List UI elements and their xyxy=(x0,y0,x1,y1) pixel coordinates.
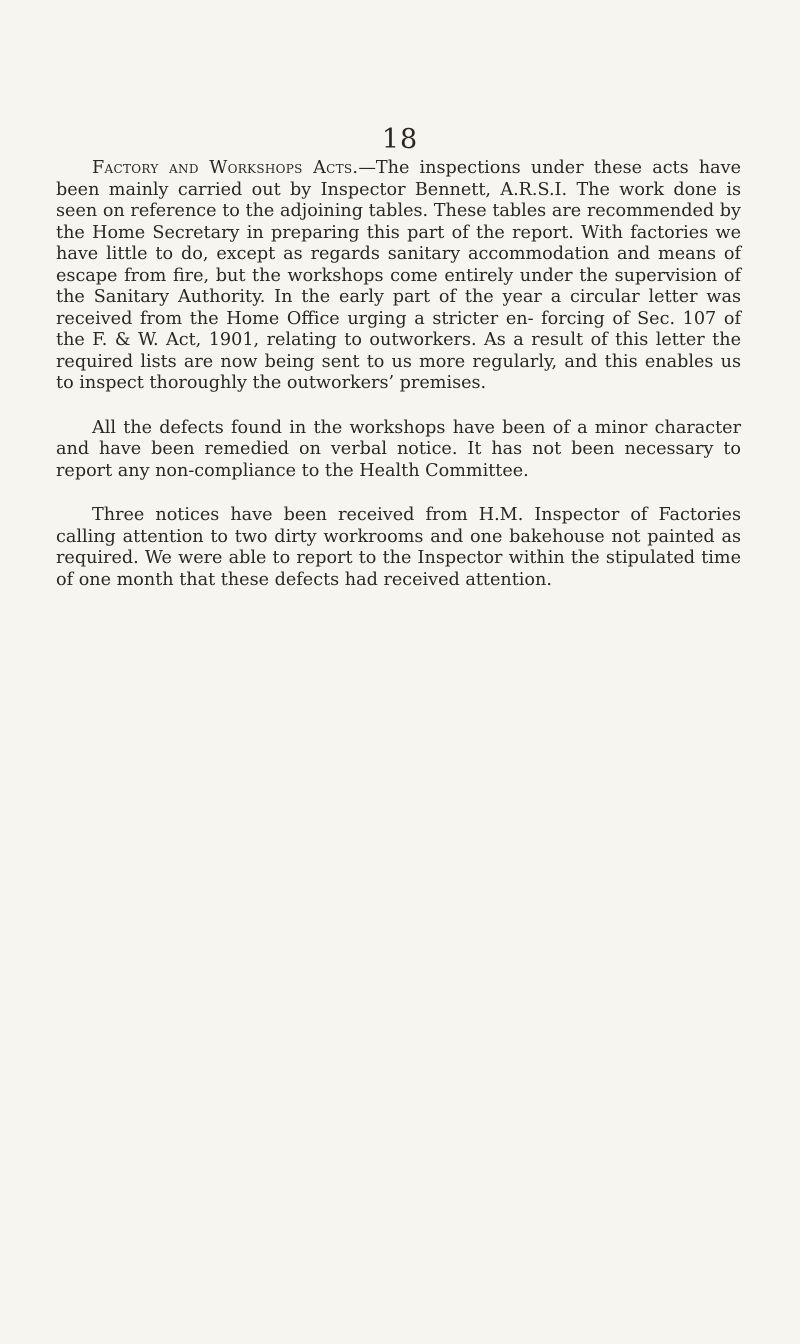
body-text xyxy=(56,158,741,591)
page-number: 18 xyxy=(381,124,419,155)
paragraph-notices xyxy=(56,505,741,591)
paragraph-defects xyxy=(56,418,741,483)
section-heading: Factory and Workshops Acts. xyxy=(92,158,359,178)
paragraph-text: —The inspections under these acts have been mainly carried out by Inspector Bennett, A.R.S.I. The work done is seen on reference to the adjoining tables. These tables are recommended by the Home Secretary in preparing this part of the report. With factories we have little to do, except as regards sanitary accommodation and means of escape from fire, but the workshops come entirely under the supervision of the Sanitary Authority. In the early part of the year a circular letter was received from the Home Office urging a stricter en- forcing of Sec. 107 of the F. & W. Act, 1901, relating to outworkers. As a result of this letter the required lists are now being sent to us more regularly, and this enables us to inspect thoroughly the outworkers’ premises. xyxy=(56,158,741,393)
paragraph-text: All the defects found in the workshops have been of a minor character and have been remedied on verbal notice. It has not been necessary to report any non-compliance to the Health Committee. xyxy=(56,417,741,481)
paragraph-factory-workshops-acts xyxy=(56,158,741,395)
paragraph-text: Three notices have been received from H.M. Inspector of Factories calling attention to two dirty workrooms and one bakehouse not painted as required. We were able to report to the Inspector within the stipulated time of one month that these defects had received attention. xyxy=(56,505,741,590)
